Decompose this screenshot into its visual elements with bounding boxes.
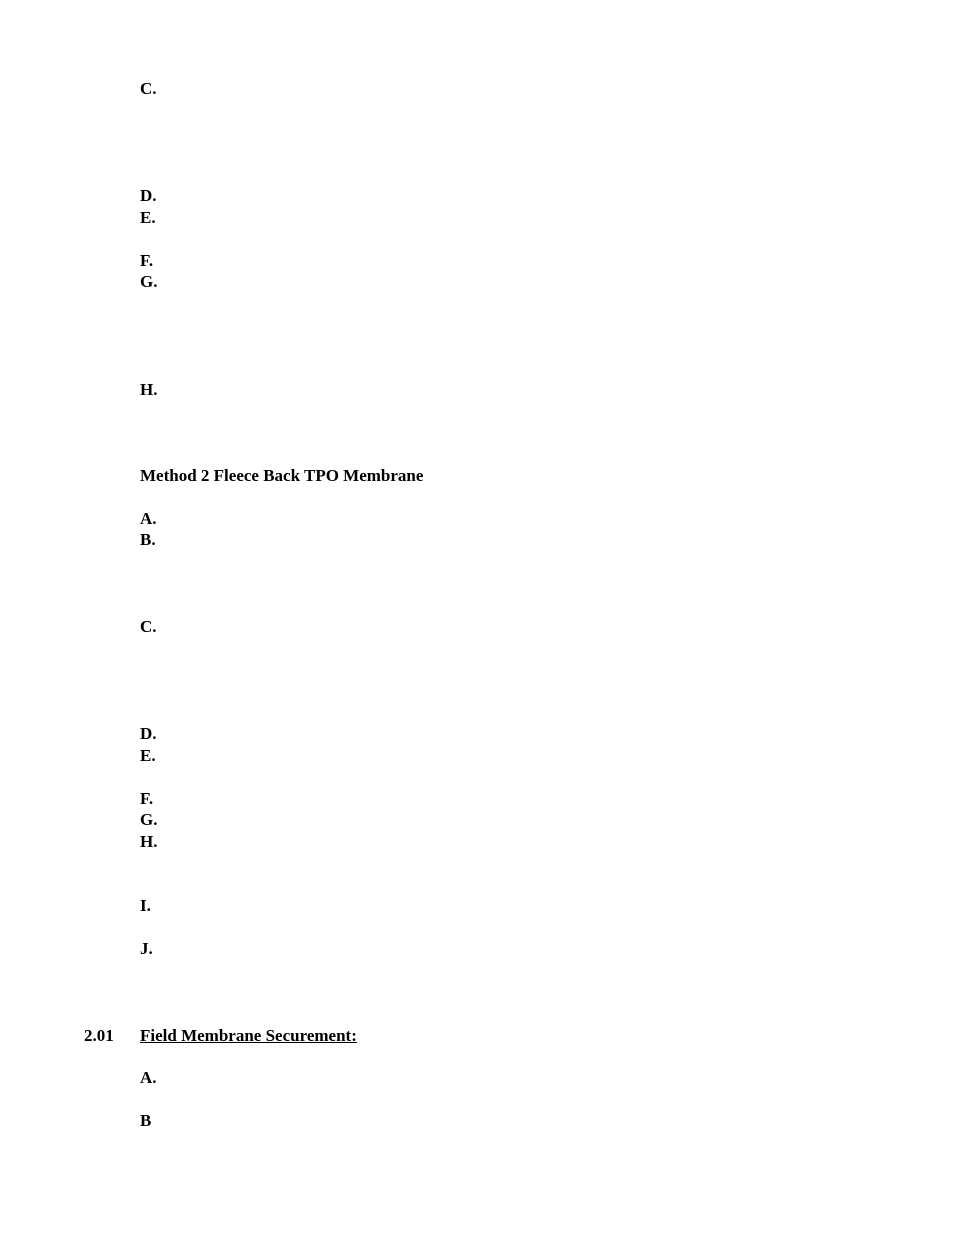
method2-item-letter-d: D. <box>140 724 157 743</box>
item-letter-d: D. <box>140 186 157 205</box>
method2-item-letter-c: C. <box>140 617 157 636</box>
item-letter-e: E. <box>140 208 156 227</box>
section-item-letter-b: B <box>140 1111 152 1130</box>
method2-item-letter-a: A. <box>140 509 157 528</box>
method2-item-letter-i: I. <box>140 896 151 915</box>
method2-item-letter-f: F. <box>140 789 154 808</box>
method2-item-letter-j: J. <box>140 939 153 958</box>
method2-item-letter-g: G. <box>140 810 158 829</box>
section-item-letter-a: A. <box>140 1068 157 1087</box>
method2-item-letter-h: H. <box>140 832 158 851</box>
method2-item-letter-e: E. <box>140 746 156 765</box>
method2-item-letter-b: B. <box>140 530 156 549</box>
section-number: 2.01 <box>84 1026 114 1045</box>
item-letter-f: F. <box>140 251 154 270</box>
item-letter-g: G. <box>140 272 158 291</box>
method-2-heading: Method 2 Fleece Back TPO Membrane <box>140 466 424 485</box>
item-letter-h: H. <box>140 380 158 399</box>
item-letter-c: C. <box>140 79 157 98</box>
section-title: Field Membrane Securement: <box>140 1026 357 1045</box>
